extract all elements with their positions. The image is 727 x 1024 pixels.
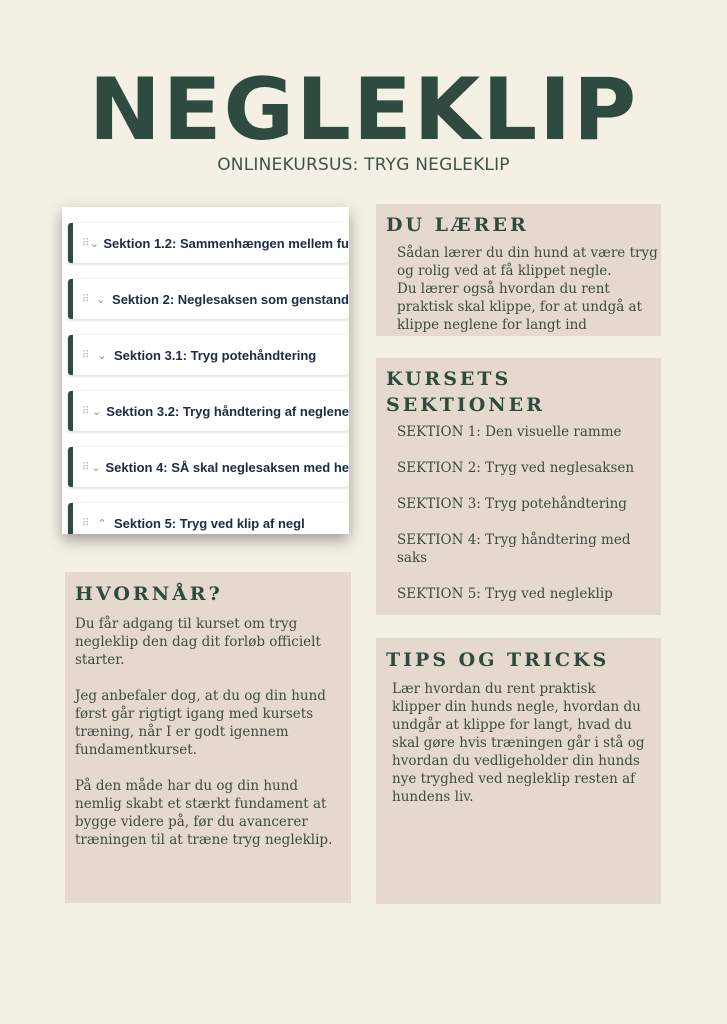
text-line: hvordan du vedligeholder din hunds [392, 753, 640, 769]
text-line: klippe neglene for langt ind [397, 317, 587, 333]
sektioner-heading-line1: KURSETS [386, 368, 512, 390]
chevron-down-icon: ⌄ [95, 292, 106, 306]
course-section-row [68, 447, 349, 487]
sektion-item: SEKTION 2: Tryg ved neglesaksen [397, 460, 635, 476]
du-laerer-heading: DU LÆRER [386, 214, 529, 236]
drag-handle-icon: ⠿ [82, 461, 90, 473]
text-line: Lær hvordan du rent praktisk [392, 681, 596, 697]
course-section-label: Sektion 3.2: Tryg håndtering af neglene [106, 403, 349, 419]
du-laerer-text [397, 244, 658, 334]
course-section-row [68, 223, 349, 263]
chevron-up-icon: ⌃ [97, 516, 107, 530]
text-line: nye tryghed ved negleklip resten af [392, 771, 636, 787]
course-section-row [68, 391, 349, 431]
chevron-down-icon: ⌄ [97, 348, 107, 362]
text-line: Jeg anbefaler dog, at du og din hund [75, 688, 326, 704]
course-section-row [68, 335, 349, 375]
course-section-label: Sektion 2: Neglesaksen som genstand [112, 291, 349, 307]
text-line: På den måde har du og din hund [75, 778, 299, 794]
text-line: undgår at klippe for langt, hvad du [392, 717, 632, 733]
du-laerer-box [376, 204, 661, 336]
page-subtitle: ONLINEKURSUS: TRYG NEGLEKLIP [217, 155, 510, 175]
kursets-sektioner-box [376, 358, 661, 615]
text-line: negleklip den dag dit forløb officielt [75, 634, 321, 650]
text-line: træning, når I er godt igennem [75, 724, 289, 740]
sektioner-heading-line2: SEKTIONER [386, 394, 545, 416]
sektion-item: SEKTION 5: Tryg ved negleklip [397, 586, 613, 602]
text-line: klipper din hunds negle, hvordan du [392, 699, 641, 715]
text-line: Sådan lærer du din hund at være tryg [397, 245, 658, 261]
course-section-row [68, 279, 349, 319]
text-line: og rolig ved at få klippet negle. [397, 263, 612, 279]
text-line: skal gøre hvis træningen går i stå og [392, 735, 645, 751]
course-section-label: Sektion 3.1: Tryg potehåndtering [114, 347, 317, 363]
drag-handle-icon: ⠿ [82, 293, 90, 305]
text-line: bygge videre på, før du avancerer [75, 814, 308, 830]
text-line: først går rigtigt igang med kursets [75, 706, 314, 722]
sektioner-list [397, 423, 661, 621]
drag-handle-icon: ⠿ [82, 405, 90, 417]
text-line: hundens liv. [392, 789, 474, 805]
course-section-label: Sektion 1.2: Sammenhængen mellem fu [103, 235, 349, 251]
text-line: træningen til at træne tryg negleklip. [75, 832, 333, 848]
sektion-item: SEKTION 3: Tryg potehåndtering [397, 496, 627, 512]
text-line: Du får adgang til kurset om tryg [75, 616, 298, 632]
text-line: starter. [75, 652, 125, 668]
page-title: NEGLEKLIP [88, 60, 639, 160]
course-section-label: Sektion 5: Tryg ved klip af negl [114, 515, 305, 531]
drag-handle-icon: ⠿ [82, 517, 90, 529]
course-section-row [68, 503, 349, 534]
hvornaar-text [75, 615, 332, 849]
text-line: nemlig skabt et stærkt fundament at [75, 796, 327, 812]
text-line: fundamentkurset. [75, 742, 197, 758]
tips-text [392, 680, 645, 806]
tips-heading: TIPS OG TRICKS [386, 649, 610, 671]
text-line: Du lærer også hvordan du rent [397, 281, 610, 297]
chevron-down-icon: ⌄ [91, 404, 102, 418]
sektion-item: SEKTION 4: Tryg håndtering med saks [397, 532, 631, 566]
sektioner-heading [386, 366, 545, 418]
hvornaar-box [65, 572, 351, 903]
drag-handle-icon: ⠿ [82, 349, 90, 361]
course-section-label: Sektion 4: SÅ skal neglesaksen med he [105, 459, 349, 475]
chevron-down-icon: ⌄ [89, 236, 100, 250]
hvornaar-heading: HVORNÅR? [75, 583, 223, 605]
text-line: praktisk skal klippe, for at undgå at [397, 299, 643, 315]
sektion-item: SEKTION 1: Den visuelle ramme [397, 424, 622, 440]
tips-box [376, 638, 661, 904]
chevron-down-icon: ⌄ [91, 460, 101, 474]
drag-handle-icon: ⠿ [82, 237, 90, 249]
course-screenshot [62, 207, 349, 534]
